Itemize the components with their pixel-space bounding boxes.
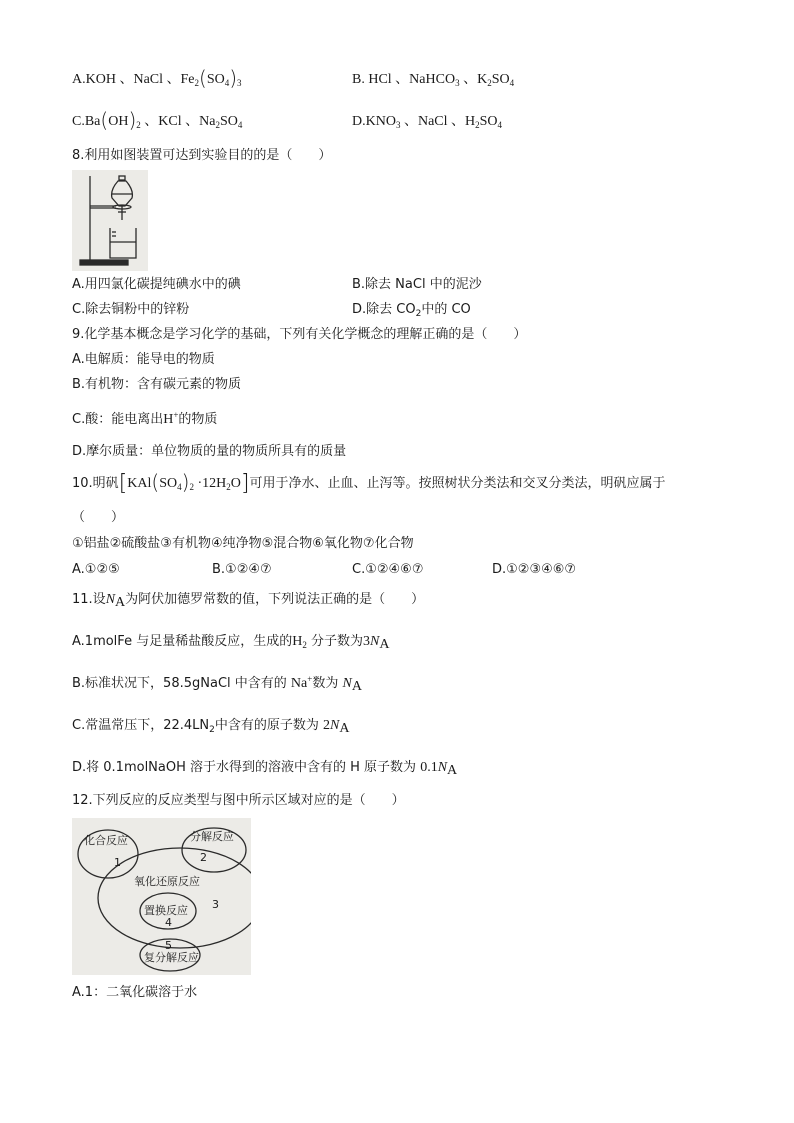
text: 为阿伏加德罗常数的值，下列说法正确的是（ ） (125, 592, 425, 607)
text: 中含有的原子数为 (214, 718, 319, 733)
q10-option-d: D.①②③④⑥⑦ (492, 562, 577, 577)
decomposition-label: 分解反应 (190, 830, 234, 843)
q10-paren: （ ） (72, 510, 125, 525)
q7-option-d: $D.KNO_3$ 、NaCl 、$H_2SO_4$ (352, 114, 503, 130)
text: 10.明矾 (72, 476, 119, 491)
subscript: 3 (237, 78, 242, 88)
separatory-funnel-figure (72, 170, 148, 271)
q8-stem: 8.利用如图装置可达到实验目的的是（ ） (72, 148, 332, 163)
q11-option-d: D.将 0.1molNaOH 溶于水得到的溶液中含有的 H 原子数为 $0.1N_A$ (72, 760, 458, 778)
q11-stem: 11.设$N_A$为阿伏加德罗常数的值，下列说法正确的是（ ） (72, 592, 425, 610)
subscript: 2 (415, 309, 422, 319)
region-4-label: 4 (165, 916, 172, 929)
region-5-label: 5 (165, 939, 172, 952)
apparatus-diagram (72, 170, 148, 271)
q9-stem: 9.化学基本概念是学习化学的基础，下列有关化学概念的理解正确的是（ ） (72, 327, 527, 342)
redox-label: 氧化还原反应 (134, 875, 200, 888)
q12-option-a: A.1：二氧化碳溶于水 (72, 985, 198, 1000)
region-2-label: 2 (200, 851, 207, 864)
reaction-types-diagram (72, 818, 251, 975)
alum-formula: $[KAl(SO_4)_2 \cdot 12H_2O]$ (118, 470, 250, 496)
region-1-label: 1 (114, 856, 121, 869)
q9-option-b: B.有机物：含有碳元素的物质 (72, 377, 242, 392)
text: D.将 0.1molNaOH 溶于水得到的溶液中含有的 H 原子数为 (72, 760, 417, 775)
region-3-label: 3 (212, 898, 219, 911)
text: 中的 CO (421, 302, 471, 317)
q10-option-a: A.①②⑤ (72, 562, 120, 577)
text: 可用于净水、止血、止泻等。按照树状分类法和交叉分类法，明矾应属于 (249, 476, 666, 491)
q11-option-b: B.标准状况下，58.5gNaCl 中含有的 Na+数为 $N_A$ (72, 674, 362, 694)
q10-option-b: B.①②④⑦ (212, 562, 272, 577)
text: B.标准状况下，58.5gNaCl 中含有的 (72, 676, 287, 691)
text: A.1molFe 与足量稀盐酸反应，生成的 (72, 634, 293, 649)
subscript: 2 (209, 725, 215, 735)
q9-option-a: A.电解质：能导电的物质 (72, 352, 215, 367)
q8-option-b: B.除去 NaCl 中的泥沙 (352, 277, 482, 292)
option-label: A. (72, 72, 86, 87)
q10-option-c: C.①②④⑥⑦ (352, 562, 424, 577)
q9-option-d: D.摩尔质量：单位物质的量的物质所具有的质量 (72, 444, 347, 459)
text: 11.设 (72, 592, 106, 607)
venn-diagram (72, 818, 251, 975)
double-decomposition-label: 复分解反应 (144, 951, 199, 964)
q10-items: ①铝盐②硫酸盐③有机物④纯净物⑤混合物⑥氧化物⑦化合物 (72, 536, 414, 551)
text: C.常温常压下，22.4LN (72, 718, 210, 733)
option-label: D. (352, 114, 366, 129)
combination-label: 化合反应 (84, 834, 128, 847)
option-label: C. (72, 114, 85, 129)
q10-stem (72, 470, 666, 496)
q9-option-c: C.酸：能电离出H+的物质 (72, 410, 218, 427)
q11-option-a: A.1molFe 与足量稀盐酸反应，生成的$H_2$ 分子数为$3N_A$ (72, 634, 390, 652)
q7-option-b: B. HCl 、NaHCO$_3$ 、$K_2SO_4$ (352, 72, 515, 88)
q12-stem: 12.下列反应的反应类型与图中所示区域对应的是（ ） (72, 793, 405, 808)
option-label: B. (352, 72, 365, 87)
text: 分子数为 (310, 634, 363, 649)
text: D.除去 CO (352, 302, 416, 317)
displacement-label: 置换反应 (144, 904, 188, 917)
text: 的物质 (178, 412, 218, 427)
text: 数为 (312, 676, 339, 691)
q8-option-d (352, 302, 471, 318)
text: C.酸：能电离出 (72, 412, 164, 427)
q8-option-c: C.除去铜粉中的锌粉 (72, 302, 190, 317)
q7-option-c: $C.Ba(OH)_2$ 、KCl 、$Na_2SO_4$ (72, 108, 243, 132)
q11-option-c: C.常温常压下，$22.4LN_2$中含有的原子数为 $2N_A$ (72, 718, 350, 736)
q8-option-a: A.用四氯化碳提纯碘水中的碘 (72, 277, 241, 292)
q7-option-a: A.KOH 、NaCl 、$Fe_2(SO_4)_3$ (72, 66, 242, 90)
